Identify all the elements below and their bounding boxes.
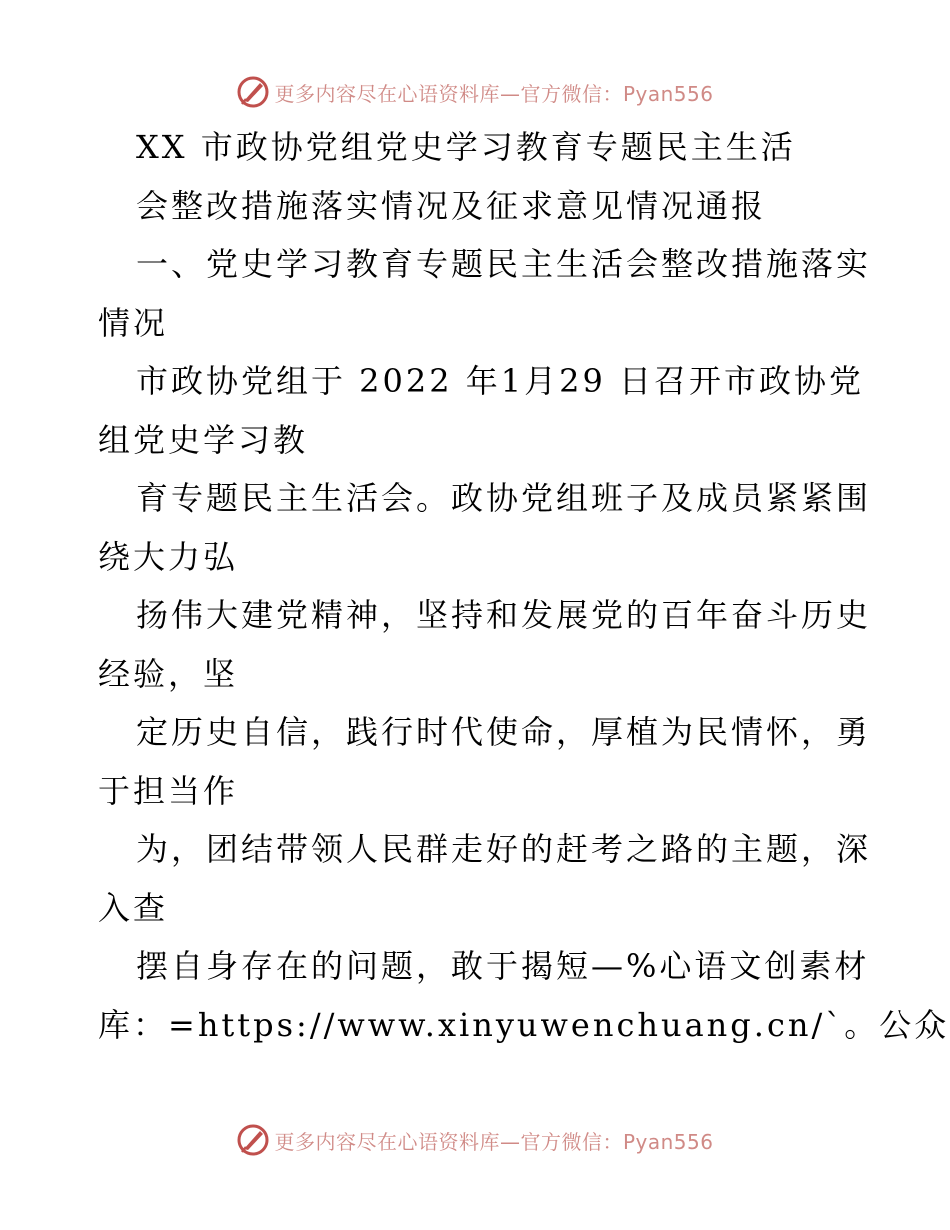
doc-line: 绕大力弘 — [98, 537, 239, 576]
document-body — [98, 118, 950, 1054]
doc-line: 入查 — [98, 888, 169, 927]
watermark-text: 更多内容尽在心语资料库—官方微信：Pyan556 — [274, 81, 714, 106]
doc-line: 组党史学习教 — [98, 420, 309, 459]
doc-line: 扬伟大建党精神，坚持和发展党的百年奋斗历史 — [136, 596, 872, 634]
doc-line: 于担当作 — [98, 771, 239, 810]
feather-pen-logo-icon — [236, 75, 270, 109]
doc-line: 定历史自信，践行时代使命，厚植为民情怀，勇 — [136, 713, 872, 751]
doc-line: 经验，坚 — [98, 654, 239, 693]
doc-line-heading-1: 一、党史学习教育专题民主生活会整改措施落实 — [136, 245, 872, 283]
header-watermark — [0, 72, 950, 112]
footer-watermark — [0, 1120, 950, 1160]
doc-line: 市政协党组于 2022 年1月29 日召开市政协党 — [136, 362, 865, 400]
doc-line-title-1: XX 市政协党组党史学习教育专题民主生活 — [136, 128, 796, 166]
doc-line-heading-1-cont: 情况 — [98, 303, 169, 342]
doc-line-url: 库：=https://www.xinyuwenchuang.cn/`。公众 — [98, 1005, 950, 1044]
doc-line: 为，团结带领人民群走好的赶考之路的主题，深 — [136, 830, 872, 868]
doc-line: 摆自身存在的问题，敢于揭短—%心语文创素材 — [136, 947, 870, 985]
feather-pen-logo-icon — [236, 1123, 270, 1157]
doc-line-title-2: 会整改措施落实情况及征求意见情况通报 — [136, 186, 767, 225]
watermark-text: 更多内容尽在心语资料库—官方微信：Pyan556 — [274, 1129, 714, 1154]
doc-line: 育专题民主生活会。政协党组班子及成员紧紧围 — [136, 479, 872, 517]
